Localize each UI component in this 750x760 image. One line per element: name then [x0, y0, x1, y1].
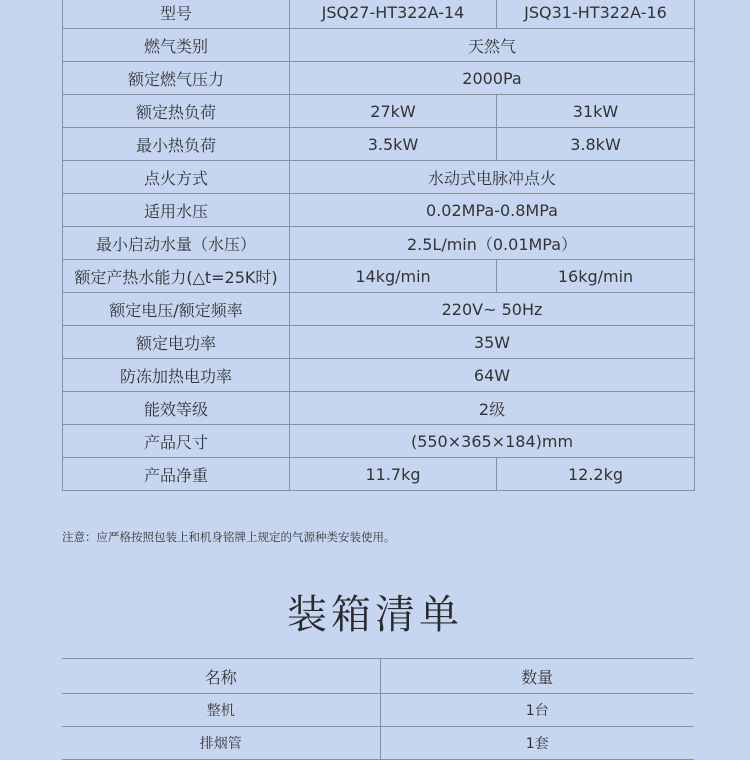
spec-value-model-1: 14kg/min: [290, 260, 497, 293]
spec-label: 点火方式: [63, 161, 290, 194]
packing-table: [62, 658, 694, 760]
packing-item-name: 整机: [62, 694, 380, 727]
spec-label: 型号: [63, 0, 290, 29]
spec-value-model-2: 12.2kg: [497, 458, 695, 491]
spec-label: 最小热负荷: [63, 128, 290, 161]
spec-value: 220V~ 50Hz: [290, 293, 695, 326]
spec-value: 水动式电脉冲点火: [290, 161, 695, 194]
spec-label: 适用水压: [63, 194, 290, 227]
spec-value-model-2: 16kg/min: [497, 260, 695, 293]
spec-value: 64W: [290, 359, 695, 392]
packing-item-qty: 1台: [380, 694, 694, 727]
packing-item-name: 排烟管: [62, 727, 380, 760]
spec-label: 额定燃气压力: [63, 62, 290, 95]
spec-value: 2000Pa: [290, 62, 695, 95]
spec-label: 额定热负荷: [63, 95, 290, 128]
spec-value-model-1: 11.7kg: [290, 458, 497, 491]
spec-label: 额定电压/额定频率: [63, 293, 290, 326]
spec-label: 额定电功率: [63, 326, 290, 359]
spec-label: 防冻加热电功率: [63, 359, 290, 392]
spec-label: 能效等级: [63, 392, 290, 425]
packing-row: [62, 694, 694, 727]
spec-value-model-2: 31kW: [497, 95, 695, 128]
spec-value: 2.5L/min（0.01MPa）: [290, 227, 695, 260]
spec-row: [63, 29, 695, 62]
spec-value-model-1: 3.5kW: [290, 128, 497, 161]
spec-row: [63, 194, 695, 227]
spec-row: [63, 227, 695, 260]
spec-value: 0.02MPa-0.8MPa: [290, 194, 695, 227]
packing-list-title: 装箱清单: [287, 592, 463, 638]
spec-row: [63, 62, 695, 95]
spec-value-model-2: JSQ31-HT322A-16: [497, 0, 695, 29]
spec-label: 最小启动水量（水压）: [63, 227, 290, 260]
spec-row: [63, 425, 695, 458]
spec-row: [63, 293, 695, 326]
packing-row: [62, 727, 694, 760]
spec-value: 35W: [290, 326, 695, 359]
spec-value: (550×365×184)mm: [290, 425, 695, 458]
spec-value: 天然气: [290, 29, 695, 62]
spec-row: [63, 260, 695, 293]
spec-label: 产品尺寸: [63, 425, 290, 458]
spec-row: [63, 128, 695, 161]
spec-row: [63, 0, 695, 29]
spec-value: 2级: [290, 392, 695, 425]
installation-note: 注意：应严格按照包装上和机身铭牌上规定的气源种类安装使用。: [62, 530, 396, 544]
spec-row: [63, 458, 695, 491]
spec-table-body: [63, 0, 695, 491]
spec-label: 燃气类别: [63, 29, 290, 62]
spec-value-model-1: JSQ27-HT322A-14: [290, 0, 497, 29]
spec-row: [63, 392, 695, 425]
spec-label: 额定产热水能力(△t=25K时): [63, 260, 290, 293]
spec-table: [62, 0, 695, 491]
packing-header-qty: 数量: [380, 659, 694, 694]
packing-header-row: [62, 659, 694, 694]
spec-row: [63, 359, 695, 392]
packing-table-body: [62, 659, 694, 760]
spec-value-model-2: 3.8kW: [497, 128, 695, 161]
packing-header-name: 名称: [62, 659, 380, 694]
spec-label: 产品净重: [63, 458, 290, 491]
spec-value-model-1: 27kW: [290, 95, 497, 128]
packing-item-qty: 1套: [380, 727, 694, 760]
spec-row: [63, 326, 695, 359]
spec-row: [63, 95, 695, 128]
spec-row: [63, 161, 695, 194]
